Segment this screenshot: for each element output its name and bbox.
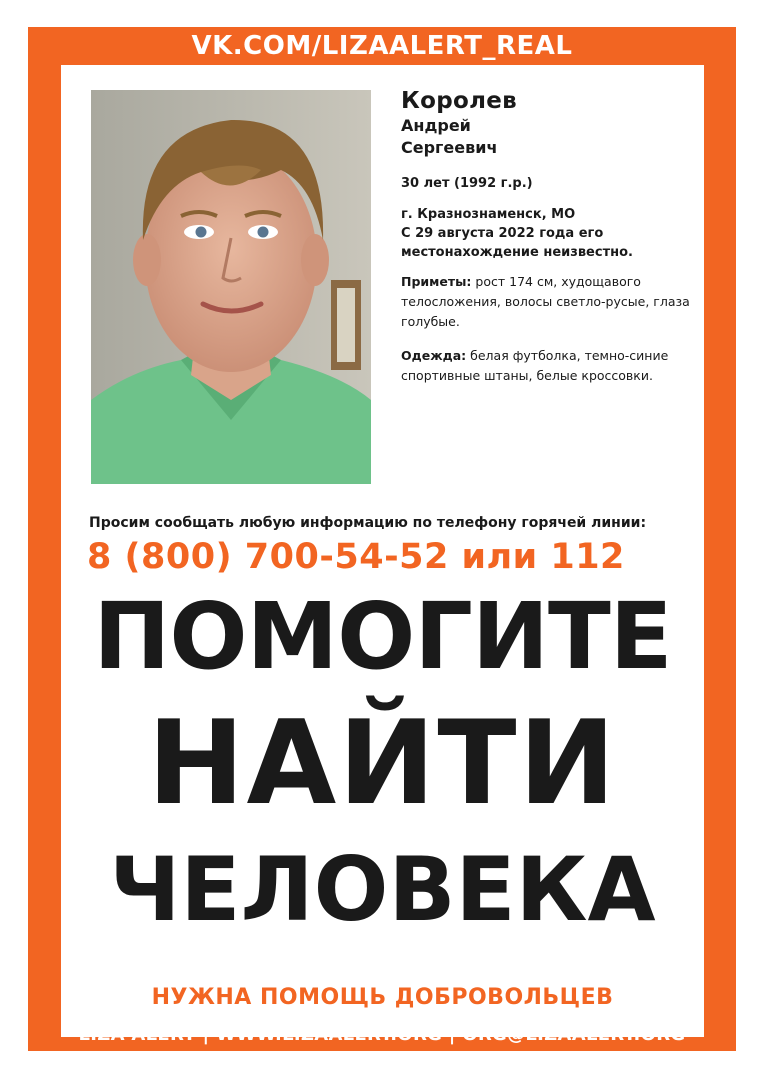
- person-signs: [401, 272, 693, 332]
- hotline-phone[interactable]: 8 (800) 700-54-52 или 112: [87, 537, 625, 577]
- missing-person-poster: [28, 27, 736, 1051]
- header-url[interactable]: VK.COM/LIZAALERT_REAL: [191, 31, 573, 61]
- headline-line-2: НАЙТИ: [147, 696, 618, 831]
- person-photo: [91, 90, 371, 484]
- signs-label: Приметы:: [401, 274, 472, 289]
- person-patronymic: Сергеевич: [401, 138, 498, 157]
- volunteers-needed: НУЖНА ПОМОЩЬ ДОБРОВОЛЬЦЕВ: [151, 985, 614, 1010]
- footer-contacts[interactable]: LIZA ALERT | WWW.LIZAALERT.ORG | ORG@LIZAALERT.ORG: [78, 1024, 686, 1045]
- person-info: [401, 87, 693, 386]
- poster-content: [61, 65, 704, 1037]
- person-age: 30 лет (1992 г.р.): [401, 176, 533, 191]
- person-first-name: Андрей: [401, 116, 471, 135]
- signs-text: рост 174 см, худощавого телосложения, волосы светло-русые, глаза голубые.: [401, 274, 690, 329]
- clothes-label: Одежда:: [401, 348, 467, 363]
- missing-since: С 29 августа 2022 года его местонахождение неизвестно.: [401, 226, 633, 260]
- person-clothes: [401, 346, 693, 386]
- headline-line-1: ПОМОГИТЕ: [93, 583, 672, 690]
- person-city: г. Кразнознаменск, МО: [401, 207, 576, 222]
- clothes-text: белая футболка, темно-синие спортивные штаны, белые кроссовки.: [401, 348, 669, 383]
- headline-line-3: ЧЕЛОВЕКА: [109, 838, 656, 941]
- person-surname: Королев: [401, 88, 517, 114]
- hotline-text: Просим сообщать любую информацию по телефону горячей линии:: [89, 515, 647, 531]
